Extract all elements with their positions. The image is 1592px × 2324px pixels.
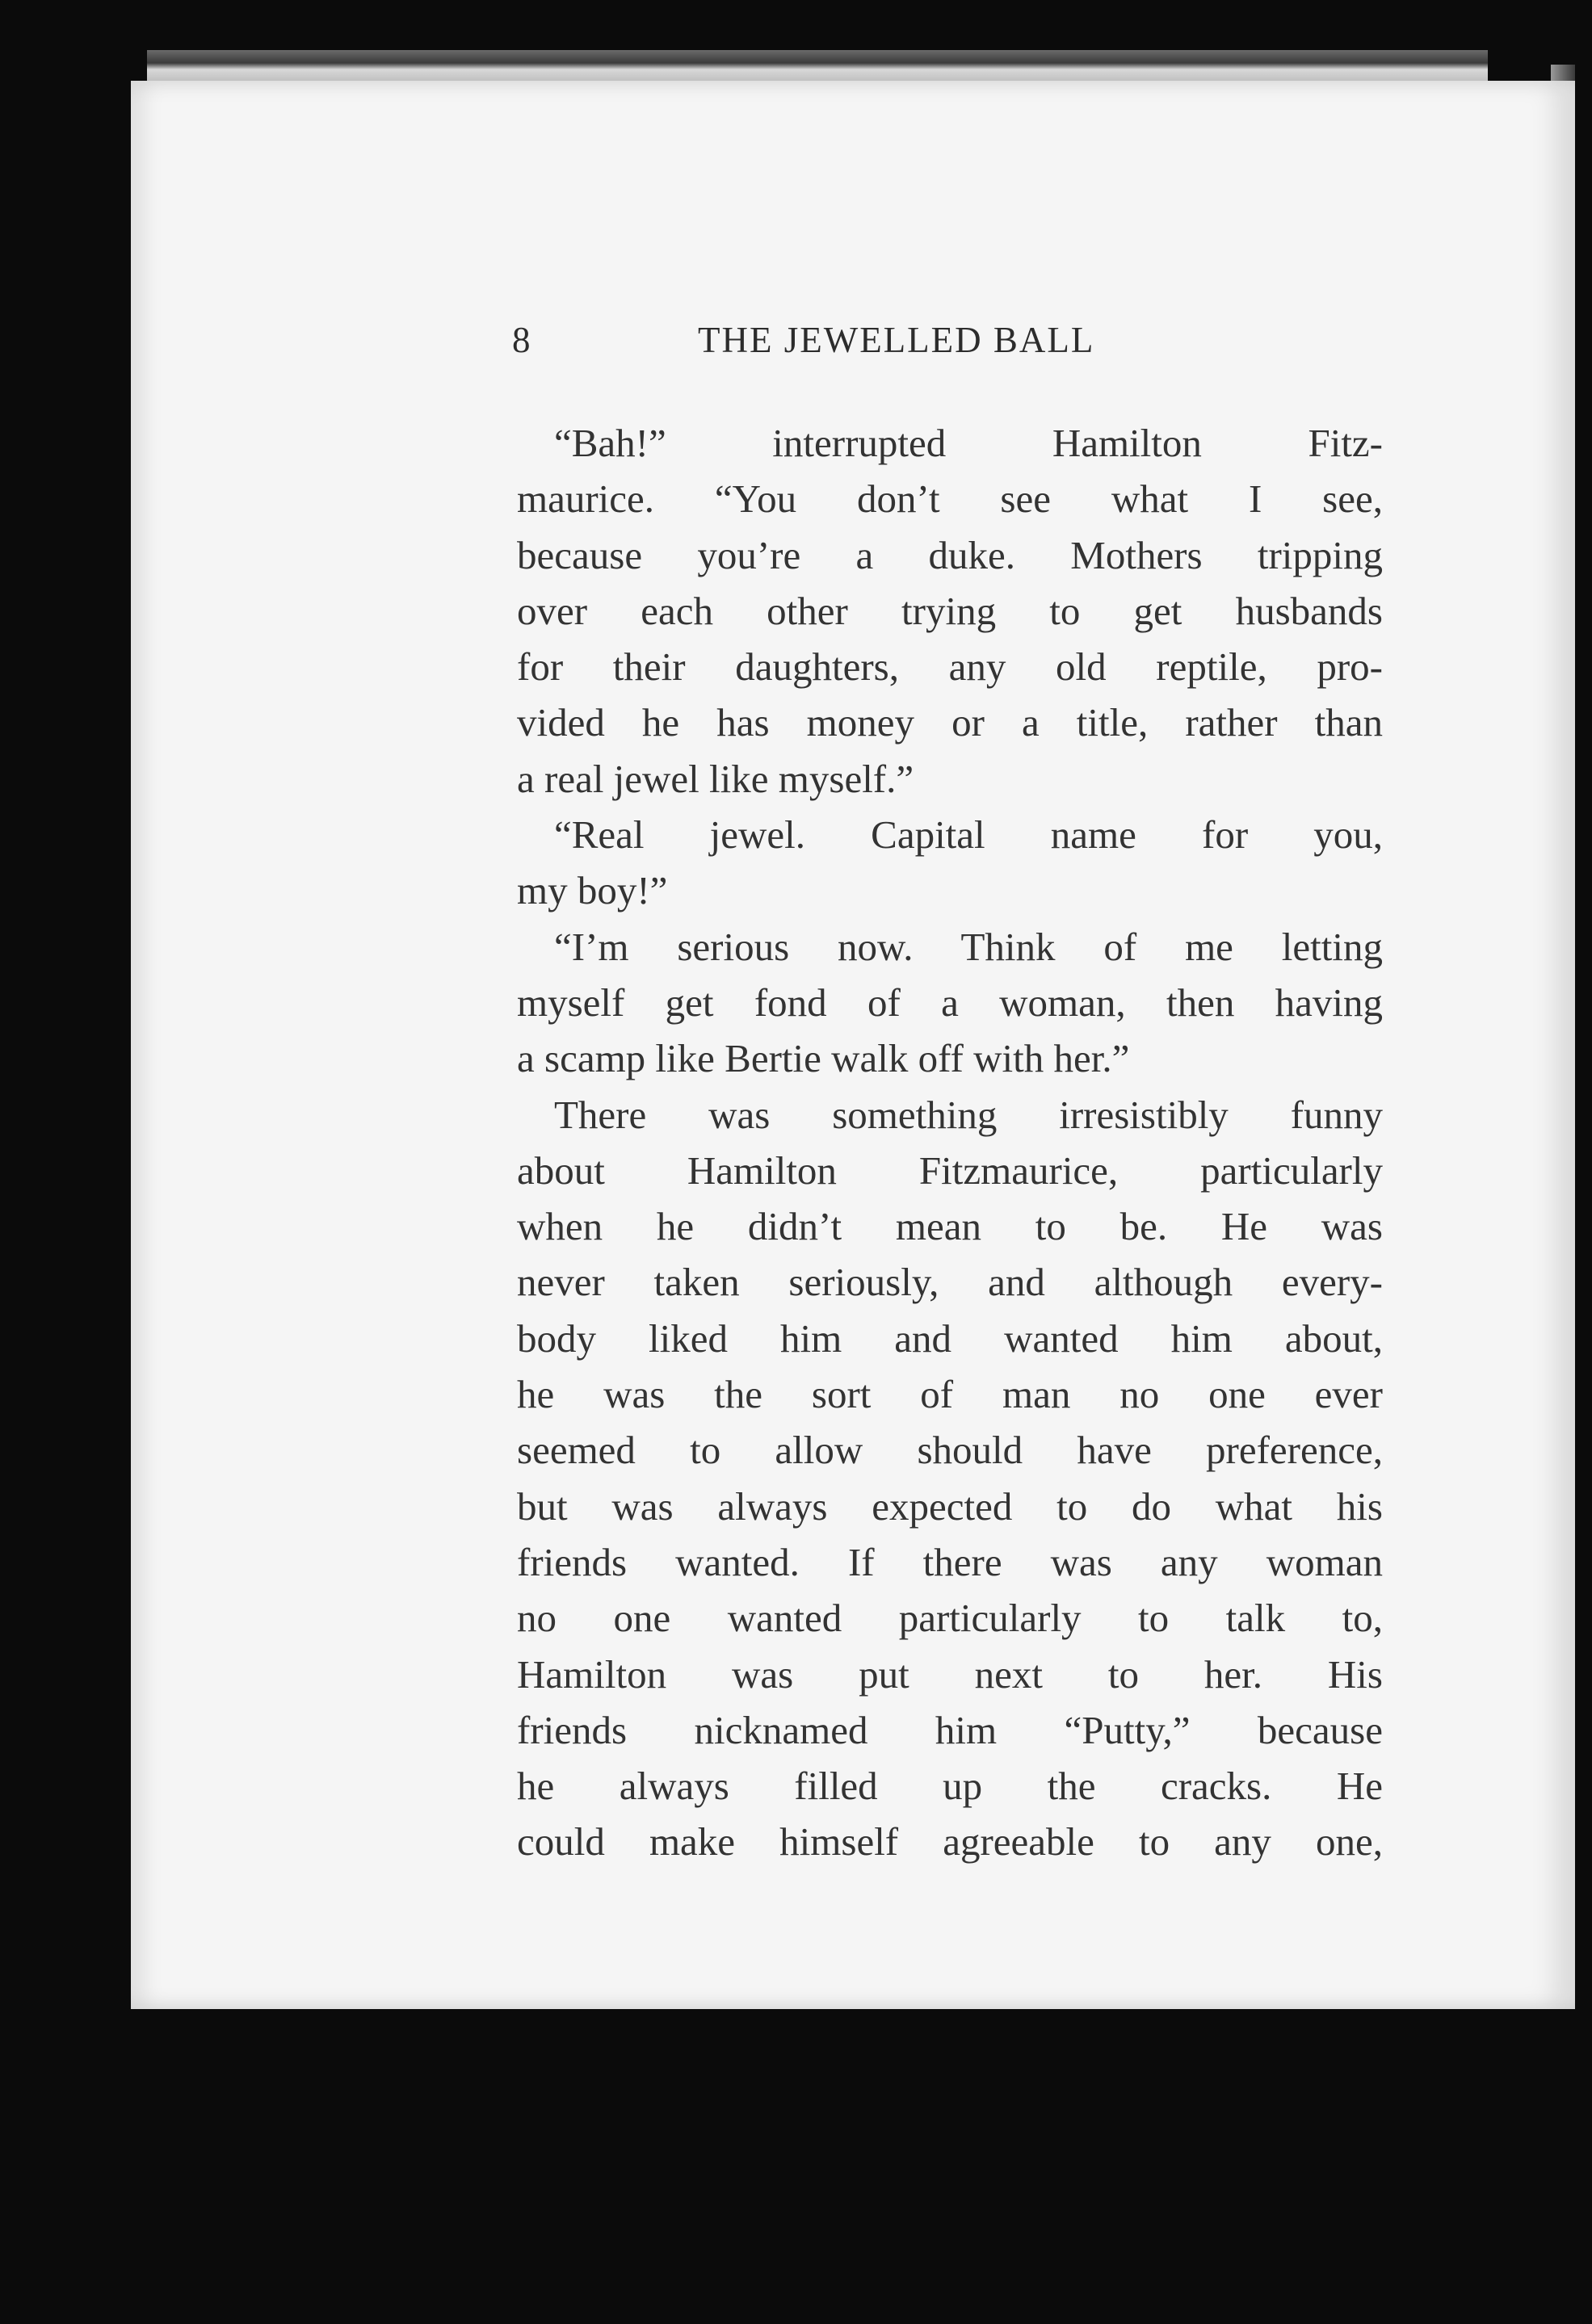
text-line: when he didn’t mean to be. He was: [517, 1204, 1383, 1249]
text-line: maurice. “You don’t see what I see,: [517, 476, 1383, 522]
text-line: never taken seriously, and although every-: [517, 1260, 1383, 1305]
text-line: could make himself agreeable to any one,: [517, 1819, 1383, 1865]
text-line: There was something irresistibly funny: [554, 1092, 1383, 1137]
text-line: no one wanted particularly to talk to,: [517, 1596, 1383, 1641]
page-header: [512, 319, 1384, 367]
text-line: “Bah!” interrupted Hamilton Fitz-: [554, 421, 1383, 465]
text-line: because you’re a duke. Mothers tripping: [517, 532, 1383, 577]
text-line: friends wanted. If there was any woman: [517, 1539, 1383, 1584]
text-line: over each other trying to get husbands: [517, 588, 1383, 633]
text-line: vided he has money or a title, rather than: [517, 700, 1383, 745]
text-line: body liked him and wanted him about,: [517, 1315, 1383, 1361]
running-head: THE JEWELLED BALL: [698, 320, 1095, 360]
text-line: for their daughters, any old reptile, pro-: [517, 644, 1383, 690]
text-line: a scamp like Bertie walk off with her.”: [517, 1036, 1130, 1081]
text-line: my boy!”: [517, 868, 668, 913]
book-top-edge: [147, 50, 1488, 82]
text-line: Hamilton was put next to her. His: [517, 1651, 1383, 1697]
text-line: “Real jewel. Capital name for you,: [554, 812, 1383, 858]
text-line: he always filled up the cracks. He: [517, 1764, 1383, 1809]
text-line: about Hamilton Fitzmaurice, particularly: [517, 1147, 1383, 1193]
text-line: “I’m serious now. Think of me letting: [554, 924, 1383, 969]
text-line: friends nicknamed him “Putty,” because: [517, 1707, 1383, 1752]
text-line: myself get fond of a woman, then having: [517, 980, 1383, 1025]
body-text: [517, 415, 1383, 1870]
text-line: a real jewel like myself.”: [517, 756, 914, 801]
text-line: but was always expected to do what his: [517, 1483, 1383, 1529]
text-line: seemed to allow should have preference,: [517, 1428, 1383, 1473]
text-line: he was the sort of man no one ever: [517, 1372, 1383, 1417]
page-number: 8: [512, 320, 531, 360]
